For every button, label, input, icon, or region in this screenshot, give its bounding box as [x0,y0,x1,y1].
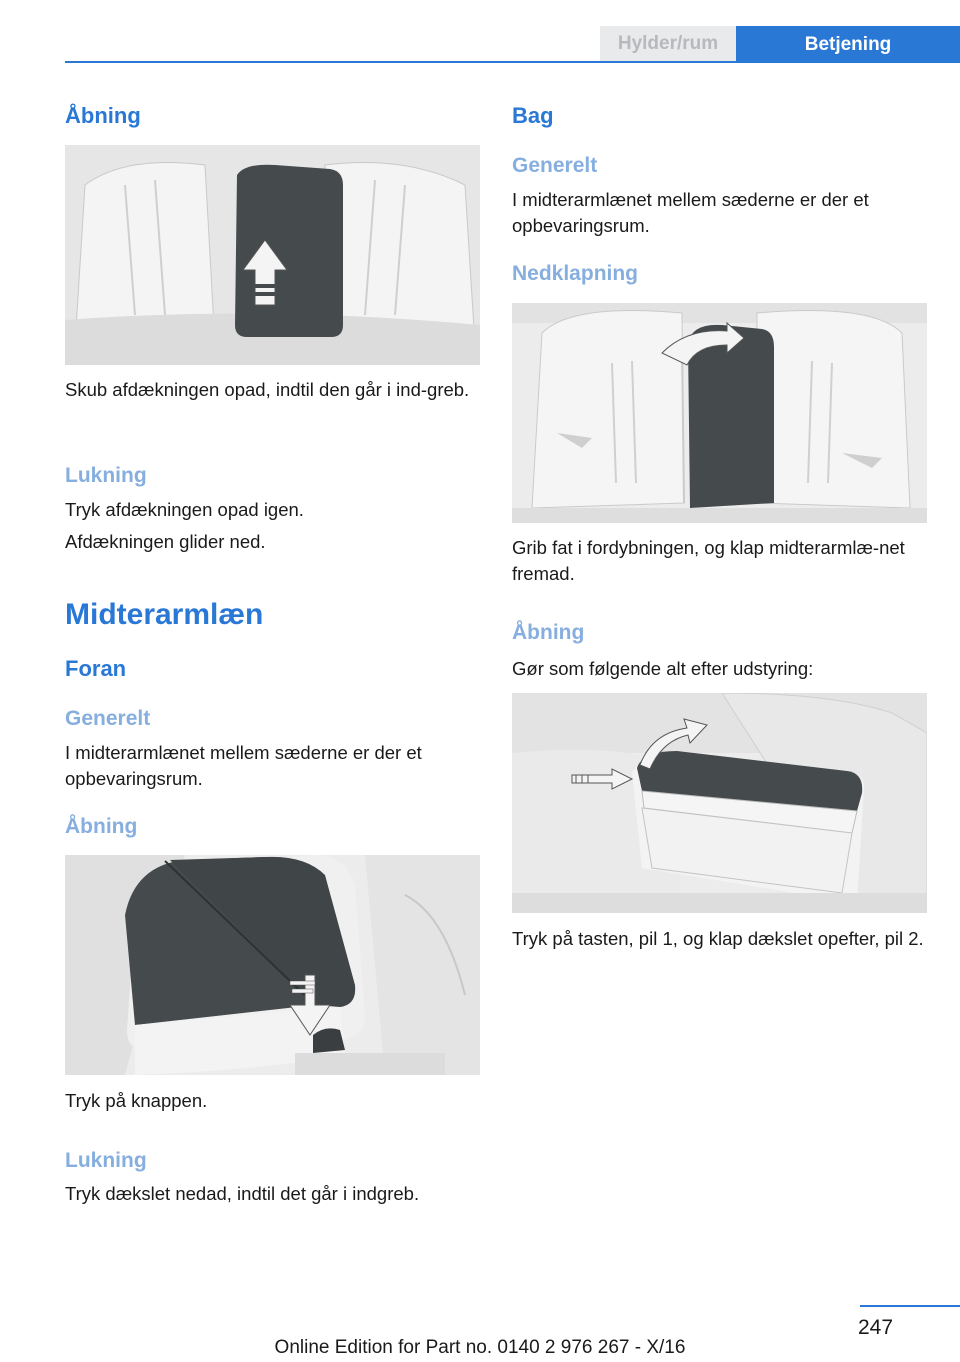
header-chapter-label: Betjening [804,33,892,55]
header-section-tab [600,26,736,61]
heading-lukning-1: Lukning [65,464,147,487]
heading-generelt-right: Generelt [512,154,598,177]
heading-aabning-right: Åbning [512,621,585,644]
text-skub: Skub afdækningen opad, indtil den går i ind‐greb. [65,379,470,400]
heading-generelt-left: Generelt [65,707,151,730]
header-rule [65,61,960,63]
text-glider: Afdækningen glider ned. [65,531,266,552]
heading-aabning-top: Åbning [65,103,141,128]
text-tasten: Tryk på tasten, pil 1, og klap dækslet opefter, pil 2. [512,928,924,949]
header-section-label: Hylder/rum [617,32,719,54]
text-generelt-left: I midterarmlænet mellem sæderne er der et opbevaringsrum. [65,742,422,789]
footer-rule [860,1305,960,1307]
heading-aabning-2: Åbning [65,815,138,838]
figure-cover-slide [65,145,480,365]
text-grib: Grib fat i fordybningen, og klap midterarmlæ‐net fremad. [512,537,905,584]
heading-foran: Foran [65,656,127,681]
figure-rear-fold-down [512,303,927,523]
figure-rear-armrest-open [512,693,927,913]
footer-edition: Online Edition for Part no. 0140 2 976 267 - X/16 [274,1337,686,1358]
text-nedad: Tryk dækslet nedad, indtil det går i indgreb. [65,1183,420,1204]
page-number: 247 [858,1316,894,1339]
text-generelt-right: I midterarmlænet mellem sæderne er der et opbevaringsrum. [512,189,869,236]
header-chapter-tab [736,26,960,63]
figure-front-armrest [65,855,480,1075]
heading-nedklapning: Nedklapning [512,262,639,285]
text-tryk-op: Tryk afdækningen opad igen. [65,499,304,520]
heading-midterarmlaen: Midterarmlæn [65,598,264,631]
heading-bag: Bag [512,103,554,128]
text-goer: Gør som følgende alt efter udstyring: [512,658,814,679]
text-knappen: Tryk på knappen. [65,1090,208,1111]
heading-lukning-2: Lukning [65,1149,147,1172]
